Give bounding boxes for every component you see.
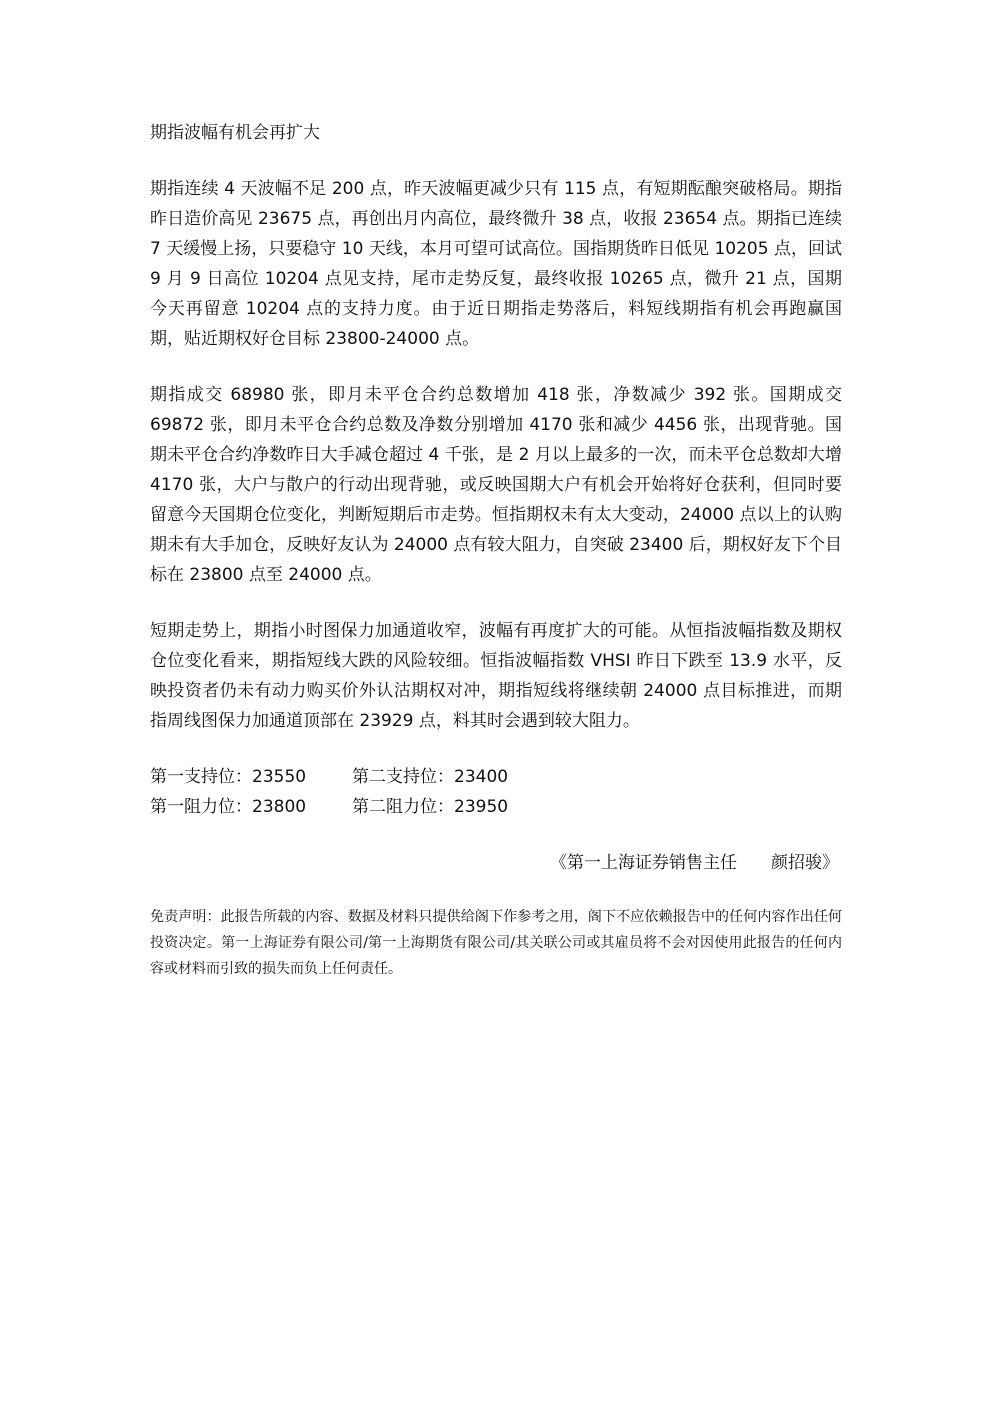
paragraph-short-term-outlook: 短期走势上，期指小时图保力加通道收窄，波幅有再度扩大的可能。从恒指波幅指数及期权仓位变化看来，期指短线大跌的风险较细。恒指波幅指数 VHSI 昨日下跌至 13.9 水平，反映投资者仍未有动力购买价外认沽期权对冲，期指短线将继续朝 24000 点目标推进，而期指周线图保力加通道顶部在 23929 点，料其时会遇到较大阻力。 bbox=[150, 621, 842, 731]
resistance-levels-row bbox=[150, 792, 842, 822]
support-resistance-levels bbox=[150, 762, 842, 822]
first-support-level: 第一支持位：23550 bbox=[150, 767, 307, 787]
support-levels-row bbox=[150, 762, 842, 792]
disclaimer-text: 免责声明：此报告所载的内容、数据及材料只提供给阁下作参考之用，阁下不应依赖报告中的任何内容作出任何投资决定。第一上海证券有限公司/第一上海期货有限公司/其关联公司或其雇员将不会对因使用此报告的任何内容或材料而引致的损失而负上任何责任。 bbox=[150, 909, 842, 977]
document-page bbox=[150, 118, 842, 982]
document-title: 期指波幅有机会再扩大 bbox=[150, 123, 320, 143]
first-resistance-level: 第一阻力位：23800 bbox=[150, 797, 307, 817]
paragraph-market-summary: 期指连续 4 天波幅不足 200 点，昨天波幅更减少只有 115 点，有短期酝酿突破格局。期指昨日造价高见 23675 点，再创出月内高位，最终微升 38 点，收报 23654 点。期指已连续 7 天缓慢上扬，只要稳守 10 天线，本月可望可试高位。国指期货昨日低见 10205 点，回试 9 月 9 日高位 10204 点见支持，尾市走势反复，最终收报 10265 点，微升 21 点，国期今天再留意 10204 点的支持力度。由于近日期指走势落后，料短线期指有机会再跑赢国期，贴近期权好仓目标 23800-24000 点。 bbox=[150, 179, 842, 349]
author-signature: 《第一上海证券销售主任 颜招骏》 bbox=[550, 853, 839, 873]
second-resistance-level: 第二阻力位：23950 bbox=[352, 797, 509, 817]
paragraph-open-interest: 期指成交 68980 张，即月未平仓合约总数增加 418 张，净数减少 392 张。国期成交 69872 张，即月未平仓合约总数及净数分别增加 4170 张和减少 4456 张，出现背驰。国期未平仓合约净数昨日大手减仓超过 4 千张，是 2 月以上最多的一次，而未平仓总数却大增 4170 张，大户与散户的行动出现背驰，或反映国期大户有机会开始将好仓获利，但同时要留意今天国期仓位变化，判断短期后市走势。恒指期权未有太大变动，24000 点以上的认购期未有大手加仓，反映好友认为 24000 点有较大阻力，自突破 23400 后，期权好友下个目标在 23800 点至 24000 点。 bbox=[150, 385, 842, 585]
second-support-level: 第二支持位：23400 bbox=[352, 767, 509, 787]
